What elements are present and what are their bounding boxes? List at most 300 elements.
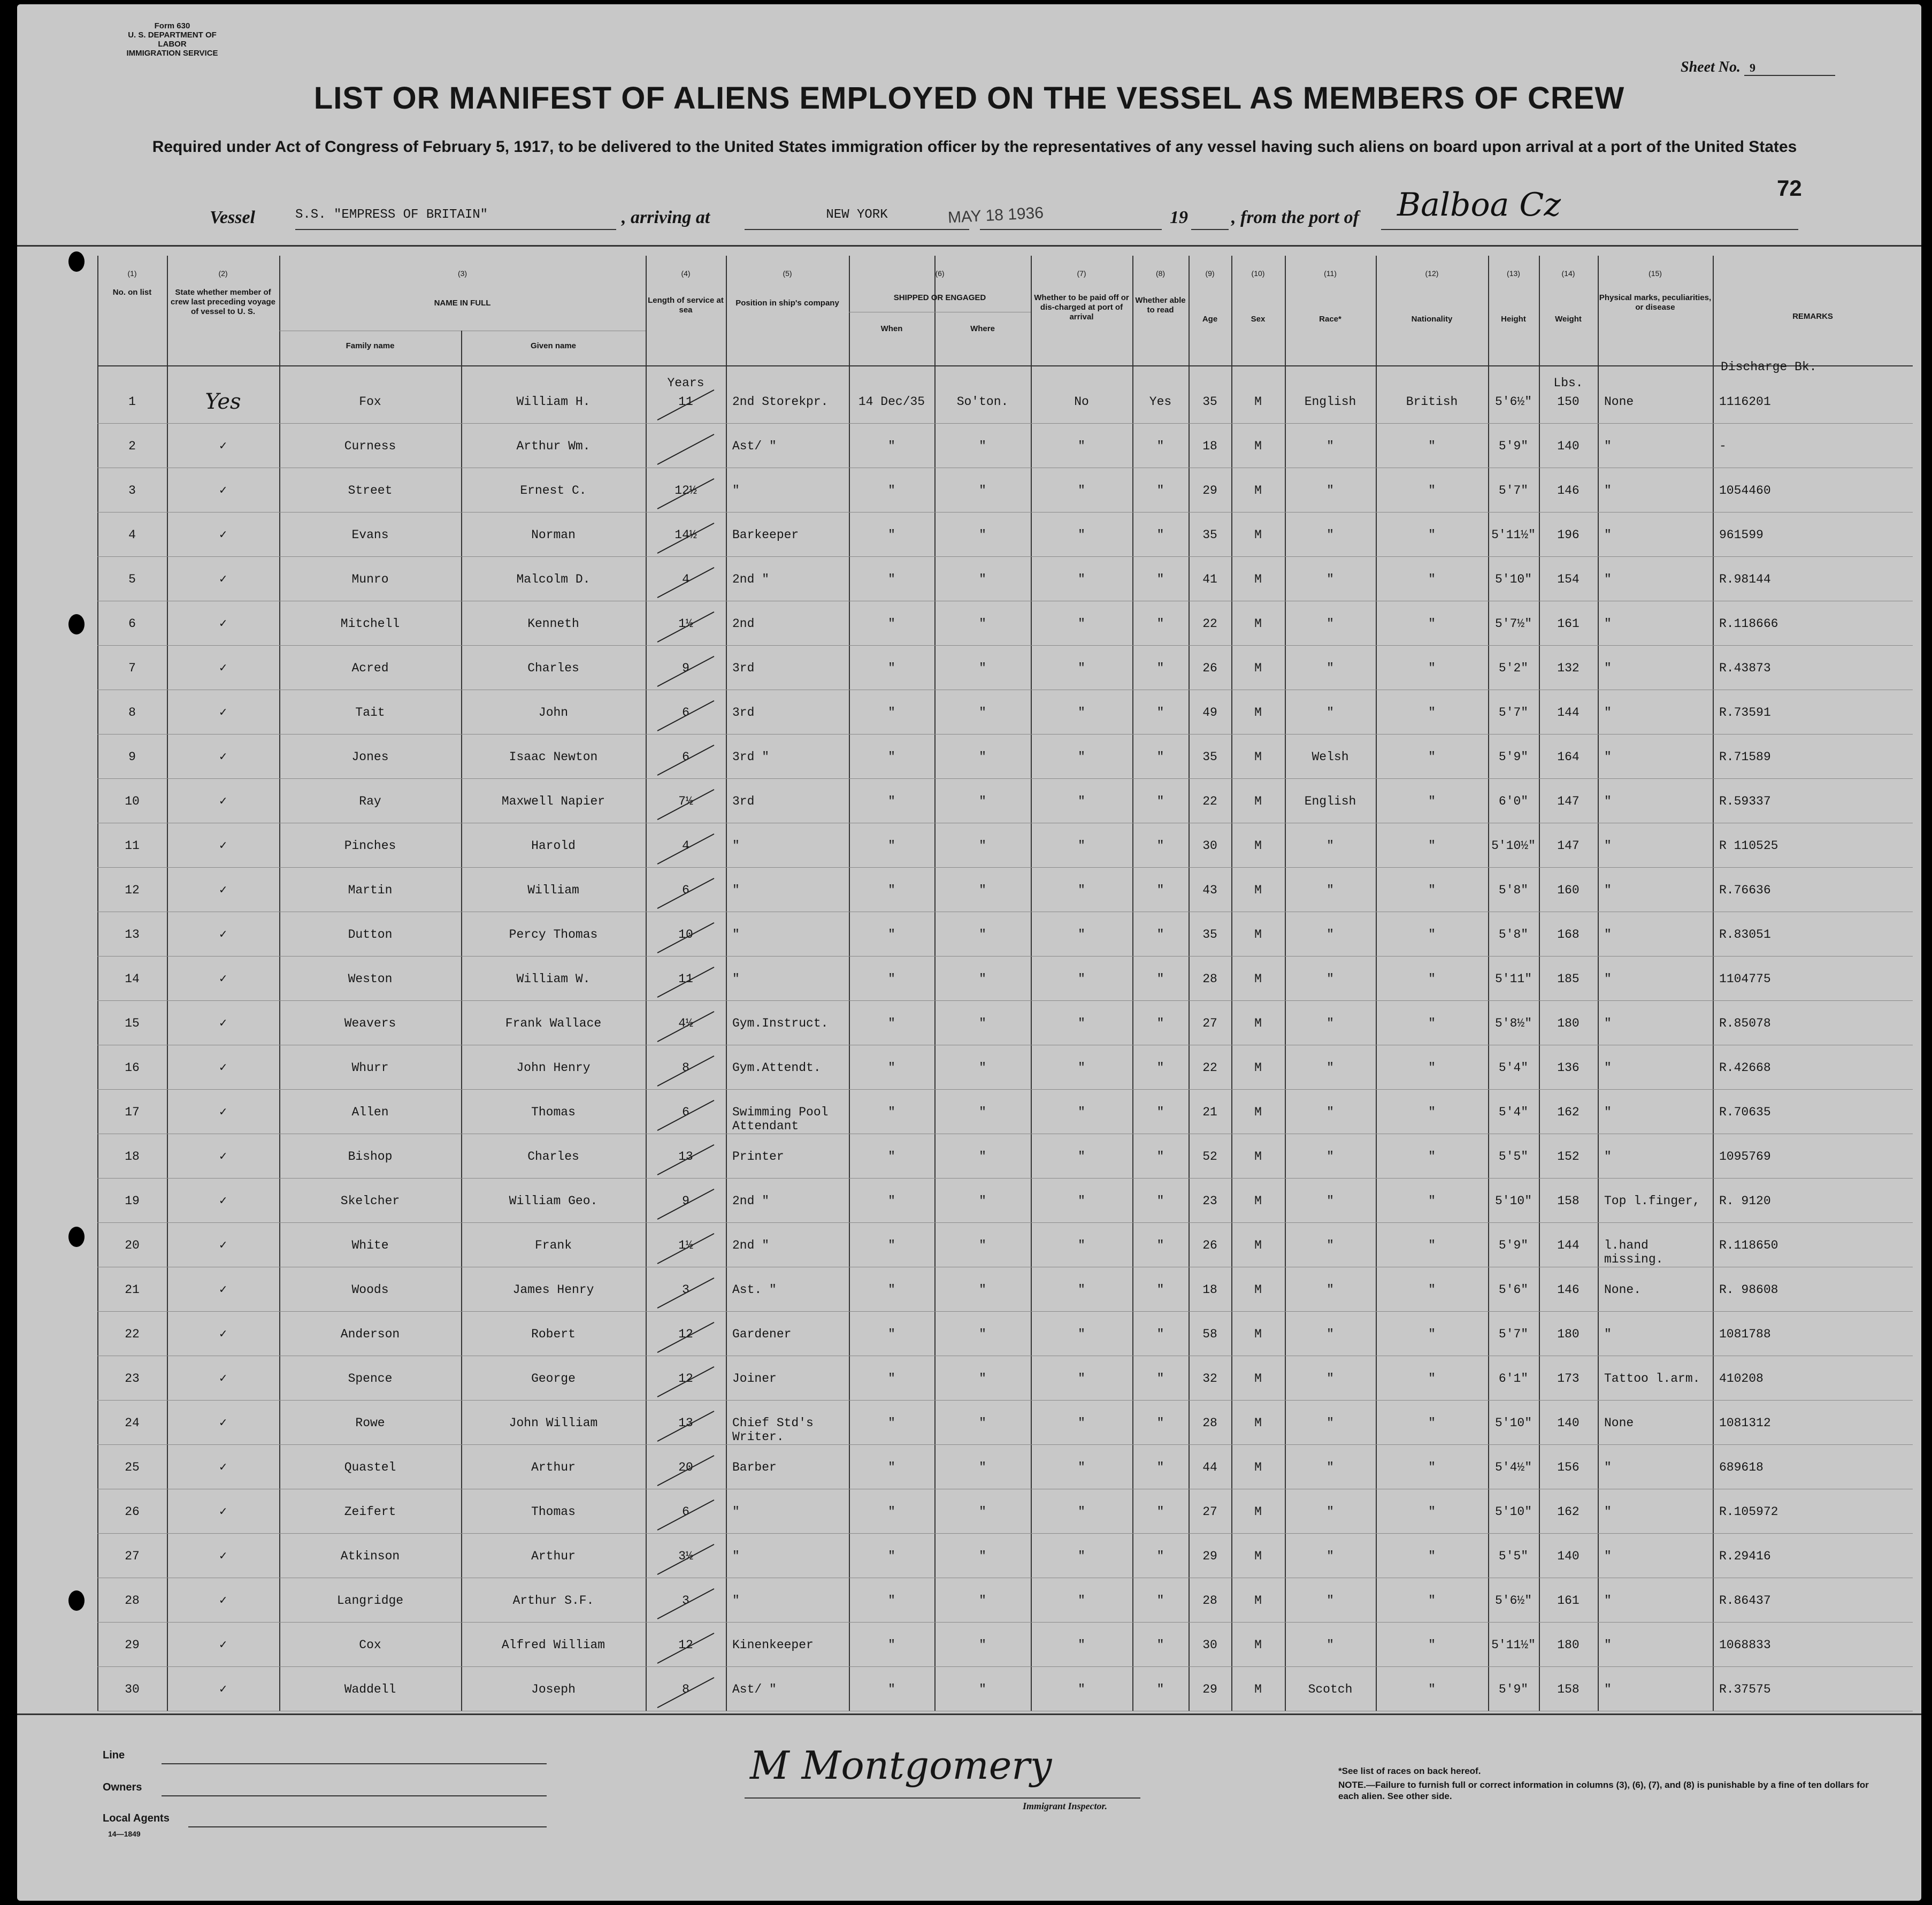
cell-read: " — [1156, 794, 1164, 808]
column-header: Whether to be paid off or dis-charged at port of arrival — [1034, 293, 1129, 322]
cell-prev: ✓ — [219, 883, 227, 897]
cell-prev: ✓ — [219, 617, 227, 631]
cell-sex: M — [1254, 484, 1262, 498]
cell-service: 4½ — [678, 1016, 693, 1030]
cell-weight: 147 — [1557, 839, 1580, 853]
cell-given: Alfred William — [501, 1638, 605, 1652]
cell-no: 22 — [125, 1327, 140, 1341]
cell-paid: " — [1078, 661, 1085, 675]
cell-prev: ✓ — [219, 1372, 227, 1386]
cell-age: 18 — [1202, 1283, 1217, 1297]
cell-marks: None — [1604, 395, 1634, 409]
cell-when: " — [888, 1682, 895, 1696]
punch-hole — [68, 251, 85, 272]
cell-no: 9 — [128, 750, 136, 764]
cell-no: 13 — [125, 928, 140, 942]
cell-weight: 161 — [1557, 1594, 1580, 1608]
cell-sex: M — [1254, 572, 1262, 586]
cell-service: 12 — [678, 1638, 693, 1652]
cell-height: 5'9" — [1498, 439, 1529, 453]
cell-where: " — [979, 572, 986, 586]
cell-age: 28 — [1202, 1416, 1217, 1430]
cell-service: 3 — [682, 1594, 689, 1608]
cell-paid: " — [1078, 484, 1085, 498]
column-number: (5) — [783, 269, 792, 278]
cell-nat: " — [1428, 972, 1436, 986]
cell-when: " — [888, 1105, 895, 1119]
cell-where: " — [979, 1061, 986, 1075]
cell-nat: " — [1428, 1061, 1436, 1075]
cell-family: Allen — [351, 1105, 389, 1119]
cell-sex: M — [1254, 617, 1262, 631]
cell-age: 30 — [1202, 839, 1217, 853]
cell-when: " — [888, 1061, 895, 1075]
from-label: , from the port of — [1231, 208, 1359, 227]
cell-when: " — [888, 1238, 895, 1252]
cell-where: " — [979, 750, 986, 764]
cell-sex: M — [1254, 794, 1262, 808]
cell-prev: ✓ — [219, 1283, 227, 1297]
cell-age: 44 — [1202, 1460, 1217, 1474]
cell-read: " — [1156, 572, 1164, 586]
row-rule — [97, 778, 1913, 779]
cell-height: 5'7" — [1498, 1327, 1529, 1341]
column-divider — [1598, 256, 1599, 1711]
cell-sex: M — [1254, 928, 1262, 942]
cell-race: " — [1327, 484, 1334, 498]
cell-no: 6 — [128, 617, 136, 631]
cell-paid: " — [1078, 1682, 1085, 1696]
cell-sex: M — [1254, 395, 1262, 409]
cell-position: " — [732, 883, 740, 897]
service-name: IMMIGRATION SERVICE — [126, 49, 218, 58]
cell-weight: 196 — [1557, 528, 1580, 542]
cell-age: 27 — [1202, 1505, 1217, 1519]
cell-when: " — [888, 1150, 895, 1164]
cell-prev: ✓ — [219, 928, 227, 942]
cell-no: 10 — [125, 794, 140, 808]
cell-family: Quastel — [344, 1460, 396, 1474]
column-header: State whether member of crew last preceding voyage of vessel to U. S. — [171, 288, 275, 316]
cell-paid: " — [1078, 572, 1085, 586]
cell-race: " — [1327, 617, 1334, 631]
cell-age: 22 — [1202, 794, 1217, 808]
cell-marks: " — [1604, 1549, 1612, 1563]
cell-sex: M — [1254, 1016, 1262, 1030]
cell-given: Joseph — [531, 1682, 576, 1696]
cell-family: Atkinson — [340, 1549, 400, 1563]
cell-read: " — [1156, 928, 1164, 942]
cell-prev: ✓ — [219, 1105, 227, 1119]
cell-where: " — [979, 1549, 986, 1563]
cell-position: " — [732, 1594, 740, 1608]
cell-paid: " — [1078, 972, 1085, 986]
cell-height: 5'6½" — [1494, 395, 1532, 409]
cell-prev: ✓ — [219, 1505, 227, 1519]
cell-marks: " — [1604, 1105, 1612, 1119]
cell-where: " — [979, 1105, 986, 1119]
cell-race: " — [1327, 706, 1334, 720]
cell-read: " — [1156, 1327, 1164, 1341]
header-bottom-rule — [97, 365, 1913, 366]
cell-weight: 150 — [1557, 395, 1580, 409]
cell-no: 2 — [128, 439, 136, 453]
page-title: LIST OR MANIFEST OF ALIENS EMPLOYED ON THE VESSEL AS MEMBERS OF CREW — [313, 81, 1625, 116]
cell-race: " — [1327, 1638, 1334, 1652]
cell-prev: ✓ — [219, 1194, 227, 1208]
cell-given: William — [527, 883, 579, 897]
cell-sex: M — [1254, 883, 1262, 897]
line-field — [162, 1763, 547, 1764]
cell-marks: " — [1604, 794, 1612, 808]
cell-where: " — [979, 883, 986, 897]
cell-service: 14½ — [674, 528, 697, 542]
cell-when: " — [888, 928, 895, 942]
cell-nat: " — [1428, 1549, 1436, 1563]
cell-paid: " — [1078, 706, 1085, 720]
cell-paid: " — [1078, 794, 1085, 808]
cell-family: White — [351, 1238, 389, 1252]
cell-service: 12 — [678, 1327, 693, 1341]
cell-given: Frank Wallace — [505, 1016, 602, 1030]
column-number: (8) — [1155, 269, 1166, 278]
cell-read: " — [1156, 883, 1164, 897]
column-number: (7) — [1077, 269, 1086, 278]
cell-where: " — [979, 1283, 986, 1297]
cell-weight: 162 — [1557, 1105, 1580, 1119]
cell-sex: M — [1254, 1105, 1262, 1119]
form-header — [113, 21, 231, 58]
cell-paid: " — [1078, 439, 1085, 453]
cell-sex: M — [1254, 528, 1262, 542]
cell-weight: 144 — [1557, 1238, 1580, 1252]
cell-weight: 164 — [1557, 750, 1580, 764]
cell-read: " — [1156, 1105, 1164, 1119]
cell-where: " — [979, 794, 986, 808]
cell-race: " — [1327, 572, 1334, 586]
cell-weight: 146 — [1557, 484, 1580, 498]
page-subtitle: Required under Act of Congress of February 5, 1917, to be delivered to the United States immigration officer by the representatives of any vessel having such aliens on board upon arrival at a port of the United States — [152, 138, 1797, 156]
cell-prev: ✓ — [219, 528, 227, 542]
cell-prev: ✓ — [219, 972, 227, 986]
cell-remarks: 689618 — [1719, 1460, 1764, 1474]
cell-nat: " — [1428, 661, 1436, 675]
cell-height: 5'10" — [1494, 1505, 1532, 1519]
cell-paid: " — [1078, 750, 1085, 764]
punch-hole — [68, 1590, 85, 1611]
cell-position: 3rd " — [732, 750, 770, 764]
row-rule — [97, 556, 1913, 557]
cell-no: 4 — [128, 528, 136, 542]
cell-where: " — [979, 1594, 986, 1608]
cell-age: 35 — [1202, 750, 1217, 764]
date-stamp: MAY 18 1936 — [947, 204, 1044, 227]
vessel-name: S.S. "EMPRESS OF BRITAIN" — [295, 208, 616, 230]
column-header: NAME IN FULL — [434, 299, 491, 308]
cell-read: " — [1156, 972, 1164, 986]
column-number: (10) — [1251, 269, 1265, 278]
cell-race: English — [1304, 794, 1356, 808]
cell-position: " — [732, 928, 740, 942]
cell-when: " — [888, 1594, 895, 1608]
cell-marks: None — [1604, 1416, 1634, 1430]
column-header: Weight — [1555, 315, 1582, 324]
cell-service: 10 — [678, 928, 693, 942]
cell-where: " — [979, 484, 986, 498]
cell-read: " — [1156, 750, 1164, 764]
cell-paid: " — [1078, 1638, 1085, 1652]
cell-position: 2nd " — [732, 572, 770, 586]
row-rule — [97, 1178, 1913, 1179]
cell-no: 3 — [128, 484, 136, 498]
cell-weight: 132 — [1557, 661, 1580, 675]
cell-no: 21 — [125, 1283, 140, 1297]
cell-read: " — [1156, 484, 1164, 498]
cell-family: Jones — [351, 750, 389, 764]
cell-prev: ✓ — [219, 1016, 227, 1030]
cell-family: Munro — [351, 572, 389, 586]
cell-sex: M — [1254, 439, 1262, 453]
cell-sex: M — [1254, 1682, 1262, 1696]
cell-height: 5'6½" — [1494, 1594, 1532, 1608]
cell-no: 15 — [125, 1016, 140, 1030]
cell-family: Curness — [344, 439, 396, 453]
cell-nat: " — [1428, 528, 1436, 542]
cell-no: 16 — [125, 1061, 140, 1075]
cell-prev: ✓ — [219, 1594, 227, 1608]
cell-race: Scotch — [1308, 1682, 1353, 1696]
cell-where: " — [979, 972, 986, 986]
column-number: (12) — [1425, 269, 1439, 278]
row-rule — [97, 867, 1913, 868]
cell-marks: l.hand missing. — [1604, 1238, 1663, 1266]
cell-nat: " — [1428, 839, 1436, 853]
cell-nat: " — [1428, 1416, 1436, 1430]
cell-marks: " — [1604, 1061, 1612, 1075]
arriving-at: NEW YORK — [745, 208, 969, 230]
cell-read: " — [1156, 706, 1164, 720]
cell-sex: M — [1254, 1416, 1262, 1430]
cell-marks: " — [1604, 1594, 1612, 1608]
column-number: (3) — [457, 269, 467, 278]
service-tick-mark — [657, 434, 715, 465]
manifest-sheet — [17, 4, 1921, 1901]
cell-family: Spence — [348, 1372, 393, 1386]
cell-race: " — [1327, 1505, 1334, 1519]
cell-remarks: R. 9120 — [1719, 1194, 1771, 1208]
column-header: Physical marks, peculiarities, or disease — [1599, 293, 1712, 312]
column-header: Height — [1501, 315, 1526, 324]
cell-race: " — [1327, 839, 1334, 853]
cell-age: 30 — [1202, 1638, 1217, 1652]
cell-prev: ✓ — [219, 1549, 227, 1563]
cell-remarks: 1095769 — [1719, 1150, 1771, 1164]
cell-read: Yes — [1149, 395, 1172, 409]
cell-position: 3rd — [732, 794, 755, 808]
cell-marks: " — [1604, 1682, 1612, 1696]
cell-position: 2nd — [732, 617, 755, 631]
cell-remarks: R.42668 — [1719, 1061, 1771, 1075]
cell-where: " — [979, 1682, 986, 1696]
cell-no: 7 — [128, 661, 136, 675]
cell-read: " — [1156, 1194, 1164, 1208]
cell-prev: Yes — [205, 389, 241, 414]
sheet-number-label: Sheet No. — [1681, 59, 1741, 75]
cell-race: " — [1327, 1460, 1334, 1474]
cell-height: 5'4" — [1498, 1105, 1529, 1119]
column-divider — [1713, 256, 1714, 1711]
cell-position: Ast/ " — [732, 439, 777, 453]
cell-prev: ✓ — [219, 1061, 227, 1075]
row-rule — [97, 1444, 1913, 1445]
cell-read: " — [1156, 1372, 1164, 1386]
cell-when: " — [888, 883, 895, 897]
cell-read: " — [1156, 1549, 1164, 1563]
cell-age: 32 — [1202, 1372, 1217, 1386]
column-number: (1) — [127, 269, 137, 278]
cell-read: " — [1156, 1682, 1164, 1696]
cell-service: 12 — [678, 1372, 693, 1386]
cell-given: Arthur S.F. — [512, 1594, 594, 1608]
cell-read: " — [1156, 1416, 1164, 1430]
cell-given: John Henry — [516, 1061, 591, 1075]
cell-nat: " — [1428, 1016, 1436, 1030]
cell-paid: " — [1078, 1016, 1085, 1030]
cell-where: " — [979, 1327, 986, 1341]
cell-family: Ray — [359, 794, 381, 808]
cell-age: 52 — [1202, 1150, 1217, 1164]
cell-service: 6 — [682, 1505, 689, 1519]
cell-remarks: R 110525 — [1719, 839, 1778, 853]
cell-prev: ✓ — [219, 750, 227, 764]
cell-sex: M — [1254, 1372, 1262, 1386]
cell-family: Rowe — [355, 1416, 385, 1430]
cell-remarks: 1054460 — [1719, 484, 1771, 498]
cell-height: 5'9" — [1498, 750, 1529, 764]
cell-given: Arthur — [531, 1549, 576, 1563]
manifest-table — [97, 256, 1913, 1711]
cell-paid: " — [1078, 1105, 1085, 1119]
cell-when: " — [888, 1283, 895, 1297]
cell-position: Ast. " — [732, 1283, 777, 1297]
column-header: Where — [970, 324, 995, 333]
cell-marks: " — [1604, 484, 1612, 498]
cell-service: 4 — [682, 572, 689, 586]
cell-given: Robert — [531, 1327, 576, 1341]
cell-nat: " — [1428, 1682, 1436, 1696]
column-number: (6) — [935, 269, 945, 278]
cell-where: " — [979, 1372, 986, 1386]
cell-weight: 140 — [1557, 1416, 1580, 1430]
cell-service: 6 — [682, 750, 689, 764]
cell-given: Norman — [531, 528, 576, 542]
cell-given: Charles — [527, 1150, 579, 1164]
cell-age: 22 — [1202, 617, 1217, 631]
cell-age: 35 — [1202, 395, 1217, 409]
row-rule — [97, 1222, 1913, 1223]
cell-age: 29 — [1202, 1549, 1217, 1563]
cell-no: 29 — [125, 1638, 140, 1652]
cell-age: 27 — [1202, 1016, 1217, 1030]
cell-where: " — [979, 1460, 986, 1474]
cell-read: " — [1156, 1460, 1164, 1474]
cell-family: Waddell — [344, 1682, 396, 1696]
cell-nat: " — [1428, 439, 1436, 453]
cell-paid: " — [1078, 1238, 1085, 1252]
cell-service: 11 — [678, 972, 693, 986]
arriving-label: , arriving at — [622, 208, 710, 227]
row-rule — [97, 956, 1913, 957]
sheet-number — [1681, 59, 1835, 76]
cell-no: 26 — [125, 1505, 140, 1519]
cell-age: 28 — [1202, 972, 1217, 986]
cell-no: 14 — [125, 972, 140, 986]
cell-read: " — [1156, 1283, 1164, 1297]
cell-position: " — [732, 972, 740, 986]
cell-position: 3rd — [732, 661, 755, 675]
cell-prev: ✓ — [219, 839, 227, 853]
cell-read: " — [1156, 1238, 1164, 1252]
cell-service: 8 — [682, 1061, 689, 1075]
cell-no: 8 — [128, 706, 136, 720]
cell-when: " — [888, 794, 895, 808]
cell-read: " — [1156, 1016, 1164, 1030]
cell-remarks: R.37575 — [1719, 1682, 1771, 1696]
cell-marks: " — [1604, 439, 1612, 453]
cell-where: " — [979, 1505, 986, 1519]
cell-family: Weavers — [344, 1016, 396, 1030]
column-number: (2) — [218, 269, 228, 278]
cell-no: 18 — [125, 1150, 140, 1164]
cell-family: Street — [348, 484, 393, 498]
cell-marks: " — [1604, 750, 1612, 764]
column-header: Length of service at sea — [648, 296, 724, 315]
cell-service: 11 — [678, 395, 693, 409]
cell-weight: 158 — [1557, 1194, 1580, 1208]
cell-nat: " — [1428, 928, 1436, 942]
cell-paid: " — [1078, 839, 1085, 853]
cell-given: Maxwell Napier — [501, 794, 605, 808]
cell-remarks: R.59337 — [1719, 794, 1771, 808]
row-rule — [97, 1311, 1913, 1312]
cell-race: " — [1327, 1194, 1334, 1208]
cell-family: Acred — [351, 661, 389, 675]
cell-nat: " — [1428, 1372, 1436, 1386]
cell-given: William W. — [516, 972, 591, 986]
cell-when: " — [888, 439, 895, 453]
cell-where: " — [979, 928, 986, 942]
cell-remarks: R.83051 — [1719, 928, 1771, 942]
cell-paid: " — [1078, 617, 1085, 631]
cell-family: Mitchell — [340, 617, 400, 631]
cell-remarks: R.73591 — [1719, 706, 1771, 720]
cell-remarks: 410208 — [1719, 1372, 1764, 1386]
cell-paid: " — [1078, 1327, 1085, 1341]
cell-sex: M — [1254, 1549, 1262, 1563]
cell-when: " — [888, 1016, 895, 1030]
cell-age: 43 — [1202, 883, 1217, 897]
cell-height: 5'7" — [1498, 484, 1529, 498]
cell-no: 17 — [125, 1105, 140, 1119]
cell-weight: 156 — [1557, 1460, 1580, 1474]
cell-given: John William — [509, 1416, 598, 1430]
cell-paid: " — [1078, 1416, 1085, 1430]
cell-sex: M — [1254, 1327, 1262, 1341]
cell-weight: 162 — [1557, 1505, 1580, 1519]
fine-note: NOTE.—Failure to furnish full or correct information in columns (3), (6), (7), and (8) is punishable by a fine of ten dollars for each alien. See other side. — [1338, 1780, 1869, 1801]
cell-weight: 161 — [1557, 617, 1580, 631]
cell-service: 3 — [682, 1283, 689, 1297]
